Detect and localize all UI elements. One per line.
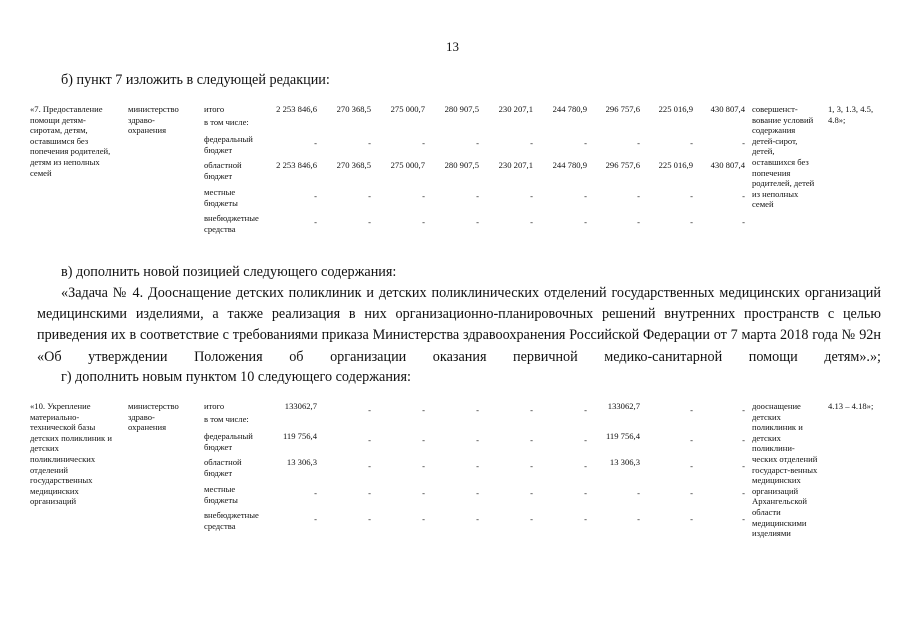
funding-value: 270 368,5 [336,104,371,114]
funding-value: - [476,514,479,524]
budget-source-label: местные бюджеты [204,484,238,505]
funding-value: - [690,138,693,148]
funding-value: - [476,138,479,148]
funding-value: - [422,435,425,445]
funding-value: - [314,217,317,227]
funding-value: 225 016,9 [658,160,693,170]
funding-value: - [368,138,371,148]
funding-value: - [530,514,533,524]
funding-value: - [476,191,479,201]
activity-name: «10. Укрепление материально-технической базы детских поликлиник и детских поликлинических отделений государственных медицинских организаций [30,401,112,507]
budget-source-label: итого [204,401,225,411]
funding-value: - [690,191,693,201]
funding-value: - [742,138,745,148]
funding-value: - [368,461,371,471]
funding-value: 296 757,6 [605,104,640,114]
funding-value: 430 807,4 [710,160,745,170]
task-4-text: «Задача № 4. Дооснащение детских поликлиник и детских поликлинических отделений государственных медицинских организаций медицинскими изделиями, а также реализация в них организационно-планировочных решений внутренних пространств с целью приведения их в соответствие с требованиями приказа Министерства здравоохранения Российской Федерации от 7 марта 2018 года № 92н «Об утверждении Положения об организации оказания первичной медико-санитарной помощи детям».»; [37,285,881,365]
funding-value: - [742,488,745,498]
funding-value: - [530,191,533,201]
funding-value: - [476,217,479,227]
page-number: 13 [446,39,459,54]
item-v-text: в) дополнить новой позицией следующего содержания: [61,264,397,280]
funding-value: - [422,217,425,227]
funding-value: 230 207,1 [498,104,533,114]
funding-value: - [690,435,693,445]
funding-value: - [690,514,693,524]
funding-value: - [530,138,533,148]
funding-value: 244 780,9 [552,104,587,114]
responsible-ministry: министерство здраво-охранения [128,401,179,433]
budget-source-label: в том числе: [204,117,249,127]
funding-value: - [368,514,371,524]
funding-value: 2 253 846,6 [276,160,317,170]
funding-value: - [530,217,533,227]
funding-value: 225 016,9 [658,104,693,114]
funding-value: - [690,488,693,498]
funding-value: 280 907,5 [444,160,479,170]
funding-value: - [422,488,425,498]
funding-value: - [476,435,479,445]
funding-value: 119 756,4 [282,431,317,441]
funding-value: 2 253 846,6 [276,104,317,114]
funding-value: - [368,405,371,415]
funding-value: - [314,191,317,201]
budget-source-label: федеральный бюджет [204,431,253,452]
funding-value: - [637,488,640,498]
funding-value: - [584,405,587,415]
funding-value: - [742,514,745,524]
funding-value: - [637,191,640,201]
funding-value: - [690,405,693,415]
funding-value: - [584,488,587,498]
budget-source-label: внебюджетные средства [204,213,259,234]
budget-source-label: областной бюджет [204,160,242,181]
funding-value: - [584,435,587,445]
expected-result: совершенст-вование условий содержания детей-сирот, детей, оставшихся без попечения родителей, детей из неполных семей [752,104,815,210]
funding-value: - [584,191,587,201]
funding-value: 275 000,7 [390,104,425,114]
funding-value: 119 756,4 [605,431,640,441]
responsible-ministry: министерство здраво-охранения [128,104,179,136]
funding-value: - [422,191,425,201]
expected-result: дооснащение детских поликлиник и детских поликлини-ческих отделений государст-венных медицинских организаций Архангельской области медицинскими изделиями [752,401,818,539]
funding-value: 275 000,7 [390,160,425,170]
budget-source-label: областной бюджет [204,457,242,478]
budget-source-label: итого [204,104,225,114]
funding-value: - [530,488,533,498]
funding-value: - [368,217,371,227]
funding-value: - [314,514,317,524]
funding-value: 230 207,1 [498,160,533,170]
funding-value: - [690,461,693,471]
funding-value: - [637,514,640,524]
funding-value: - [742,435,745,445]
funding-value: - [422,138,425,148]
budget-source-label: федеральный бюджет [204,134,253,155]
funding-value: 133062,7 [284,401,317,411]
funding-value: - [637,217,640,227]
budget-source-label: в том числе: [204,414,249,424]
funding-value: 430 807,4 [710,104,745,114]
funding-value: 244 780,9 [552,160,587,170]
funding-value: - [742,217,745,227]
funding-value: - [584,461,587,471]
funding-value: 13 306,3 [286,457,317,467]
funding-value: - [476,488,479,498]
funding-value: - [476,405,479,415]
activity-name: «7. Предоставление помощи детям-сиротам, детям, оставшимся без попечения родителей, детям из неполных семей [30,104,111,178]
funding-value: - [690,217,693,227]
funding-value: - [584,217,587,227]
funding-value: 296 757,6 [605,160,640,170]
funding-value: 133062,7 [607,401,640,411]
budget-source-label: местные бюджеты [204,187,238,208]
funding-value: - [742,405,745,415]
funding-value: - [637,138,640,148]
funding-value: - [422,461,425,471]
funding-value: - [530,435,533,445]
target-indicators: 1, 3, 1.3, 4.5, 4.8»; [828,104,874,125]
funding-value: - [742,191,745,201]
funding-value: - [742,461,745,471]
funding-value: - [584,138,587,148]
item-b-text: б) пункт 7 изложить в следующей редакции: [61,72,330,88]
funding-value: - [530,461,533,471]
funding-value: - [530,405,533,415]
funding-value: - [584,514,587,524]
funding-value: 13 306,3 [609,457,640,467]
funding-value: - [368,435,371,445]
funding-value: - [368,191,371,201]
funding-value: 270 368,5 [336,160,371,170]
target-indicators: 4.13 – 4.18»; [828,401,874,411]
item-g-text: г) дополнить новым пунктом 10 следующего содержания: [61,369,411,385]
funding-value: - [368,488,371,498]
funding-value: - [422,405,425,415]
budget-source-label: внебюджетные средства [204,510,259,531]
funding-value: - [422,514,425,524]
funding-value: - [314,488,317,498]
funding-value: - [476,461,479,471]
funding-value: - [314,138,317,148]
funding-value: 280 907,5 [444,104,479,114]
